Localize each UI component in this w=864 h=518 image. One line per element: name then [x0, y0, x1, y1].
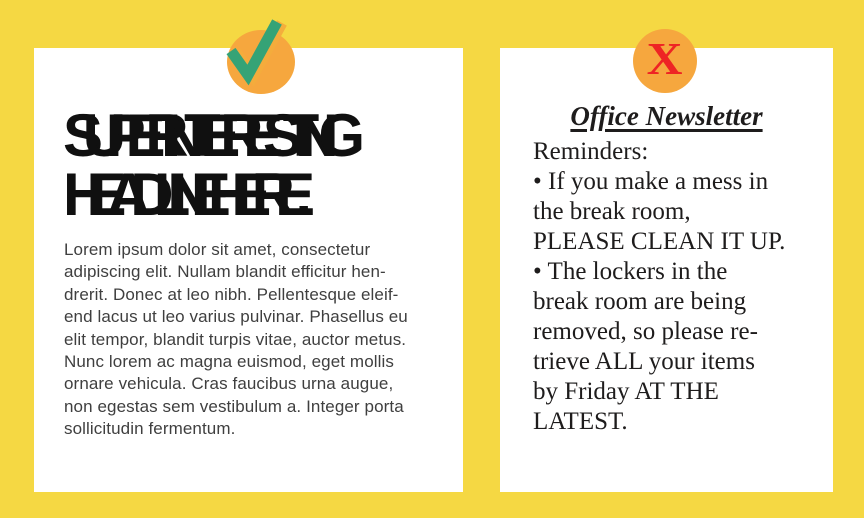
- x-badge-circle: [633, 29, 697, 93]
- newsletter-title: Office Newsletter: [570, 101, 763, 131]
- headline-line-2: HEADLINE HERE.: [63, 161, 316, 228]
- newsletter-body: Reminders: • If you make a mess in the break room, PLEASE CLEAN IT UP. • The lockers in the break room are being removed, so please re- trieve ALL your items by Friday AT THE LATEST.: [533, 138, 786, 435]
- check-icon: [224, 14, 286, 92]
- bad-example-card: [500, 48, 833, 492]
- x-icon: X: [647, 33, 683, 84]
- headline: [63, 102, 443, 233]
- good-example-card: [34, 48, 463, 492]
- body-text: Lorem ipsum dolor sit amet, consectetur adipiscing elit. Nullam blandit efficitur hen- drerit. Donec at leo nibh. Pellentesque eleif- end lacus ut leo varius pulvinar. Phasellus eu elit tempor, blandit turpis vitae, auctor metus. Nunc lorem ac magna euismod, eget mollis ornare vehicula. Cras faucibus urna augue, non egestas sem vestibulum a. Integer porta sollicitudin fermentum.: [64, 240, 408, 439]
- headline-line-1: SUPER INTERESTING: [63, 102, 365, 169]
